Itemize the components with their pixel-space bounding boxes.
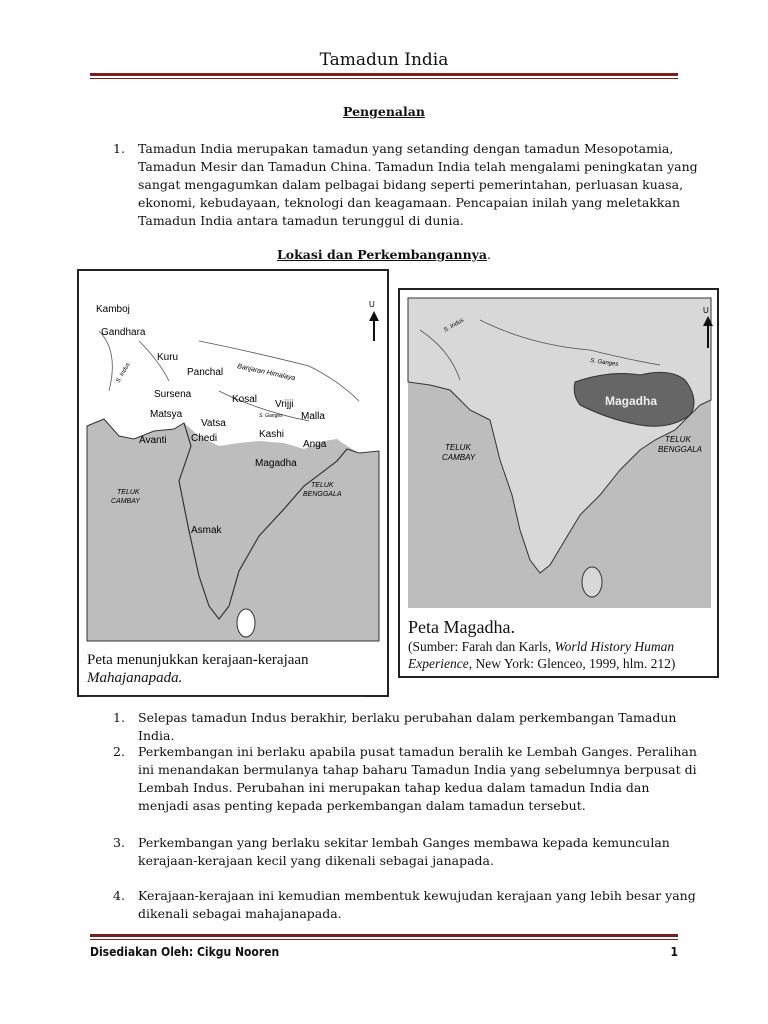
label-vatsa: Vatsa	[201, 418, 226, 429]
item-number: 1.	[113, 141, 125, 156]
label-chedi: Chedi	[191, 433, 218, 444]
section-heading: Lokasi dan Perkembangannya.	[276, 247, 492, 262]
item-number: 2.	[113, 744, 125, 759]
label-benggala-2: BENGGALA	[303, 491, 342, 498]
label-magadha-right: Magadha	[605, 394, 658, 408]
item-number: 1.	[113, 710, 125, 725]
intro-item	[113, 140, 703, 235]
label-avanti: Avanti	[139, 435, 167, 446]
page-title: Tamadun India	[319, 50, 449, 70]
item-text: Selepas tamadun Indus berakhir, berlaku perubahan dalam perkembangan Tamadun India.	[138, 710, 677, 743]
label-matsya: Matsya	[150, 409, 183, 420]
item-text: Tamadun India merupakan tamadun yang setanding dengan tamadun Mesopotamia, Tamadun Mesir dan Tamadun China. Tamadun India telah mengalami peningkatan yang sangat mengagumkan dalam pelbagai bidang seperti pemerintahan, perluasan kuasa, ekonomi, kebudayaan, teknologi dan keagamaan. Pencapaian inilah yang meletakkan Tamadun India antara tamadun terunggul di dunia.	[138, 141, 698, 228]
item-text: Perkembangan yang berlaku sekitar lembah Ganges membawa kepada kemunculan kerajaan-kerajaan kecil yang dikenali sebagai janapada.	[138, 835, 670, 868]
label-gandhara: Gandhara	[101, 327, 146, 338]
label-malla: Malla	[301, 411, 325, 422]
label-sursena: Sursena	[154, 389, 192, 400]
map-magadha	[398, 288, 719, 678]
label-benggala-right-2: BENGGALA	[658, 445, 703, 454]
map-left-caption-line2: Mahajanapada.	[87, 670, 183, 686]
footer-rule	[90, 934, 678, 940]
map-underline	[86, 696, 364, 697]
label-kashi: Kashi	[259, 429, 285, 440]
map-right-caption-source-2: Experience, New York: Glenceo, 1999, hlm. 212)	[408, 656, 676, 671]
label-ganges: S. Ganges	[259, 413, 283, 419]
label-kamboj: Kamboj	[96, 304, 130, 315]
map-right-caption-title: Peta Magadha.	[408, 617, 515, 637]
header-rule	[90, 73, 678, 79]
map-left-caption-line1: Peta menunjukkan kerajaan-kerajaan	[87, 652, 309, 668]
label-kosal: Kosal	[232, 394, 258, 405]
list-item	[113, 743, 703, 818]
label-cambay-1: TELUK	[117, 489, 140, 496]
label-ganges-right: S. Ganges	[589, 358, 619, 368]
map-right-caption-source: (Sumber: Farah dan Karls, World History Human	[408, 639, 675, 654]
item-text: Kerajaan-kerajaan ini kemudian membentuk kewujudan kerajaan yang lebih besar yang dikenali sebagai mahajanapada.	[138, 888, 696, 921]
label-indus: S. Indus	[115, 361, 132, 384]
north-label: U	[369, 300, 375, 309]
item-number: 3.	[113, 835, 125, 850]
label-benggala-right-1: TELUK	[665, 435, 691, 444]
item-text: Perkembangan ini berlaku apabila pusat tamadun beralih ke Lembah Ganges. Peralihan ini menandakan bermulanya tahap baharu Tamadun India yang sebelumnya berpusat di Lembah Indus. Perubahan ini merupakan tahap kedua dalam tamadun India dan menjadi asas penting kepada perkembangan dalam tamadun tersebut.	[138, 744, 697, 813]
label-kuru: Kuru	[157, 352, 179, 363]
label-asmak: Asmak	[191, 525, 222, 536]
map-mahajanapada	[77, 269, 389, 697]
page-number: 1	[670, 945, 678, 959]
label-vrijji: Vrijji	[275, 399, 294, 410]
map-left-caption	[87, 651, 309, 687]
label-cambay-right-1: TELUK	[445, 443, 471, 452]
item-number: 4.	[113, 888, 125, 903]
footer-author: Disediakan Oleh: Cikgu Nooren	[90, 945, 280, 959]
north-label-right: U	[703, 306, 709, 315]
label-himalaya: Banjaran Himalaya	[236, 363, 296, 383]
intro-heading: Pengenalan	[343, 104, 425, 119]
map-mahajanapada-drawing	[79, 271, 387, 695]
list-item	[113, 887, 703, 927]
list-item	[113, 709, 703, 743]
label-benggala-1: TELUK	[311, 482, 334, 489]
label-anga: Anga	[303, 439, 327, 450]
label-panchal: Panchal	[187, 367, 224, 378]
label-cambay-2: CAMBAY	[111, 498, 141, 505]
map-right-caption	[408, 616, 714, 672]
footer	[90, 945, 678, 959]
label-magadha: Magadha	[255, 458, 297, 469]
list-item	[113, 834, 703, 874]
label-indus-right: S. Indus	[443, 317, 466, 334]
label-cambay-right-2: CAMBAY	[442, 453, 476, 462]
